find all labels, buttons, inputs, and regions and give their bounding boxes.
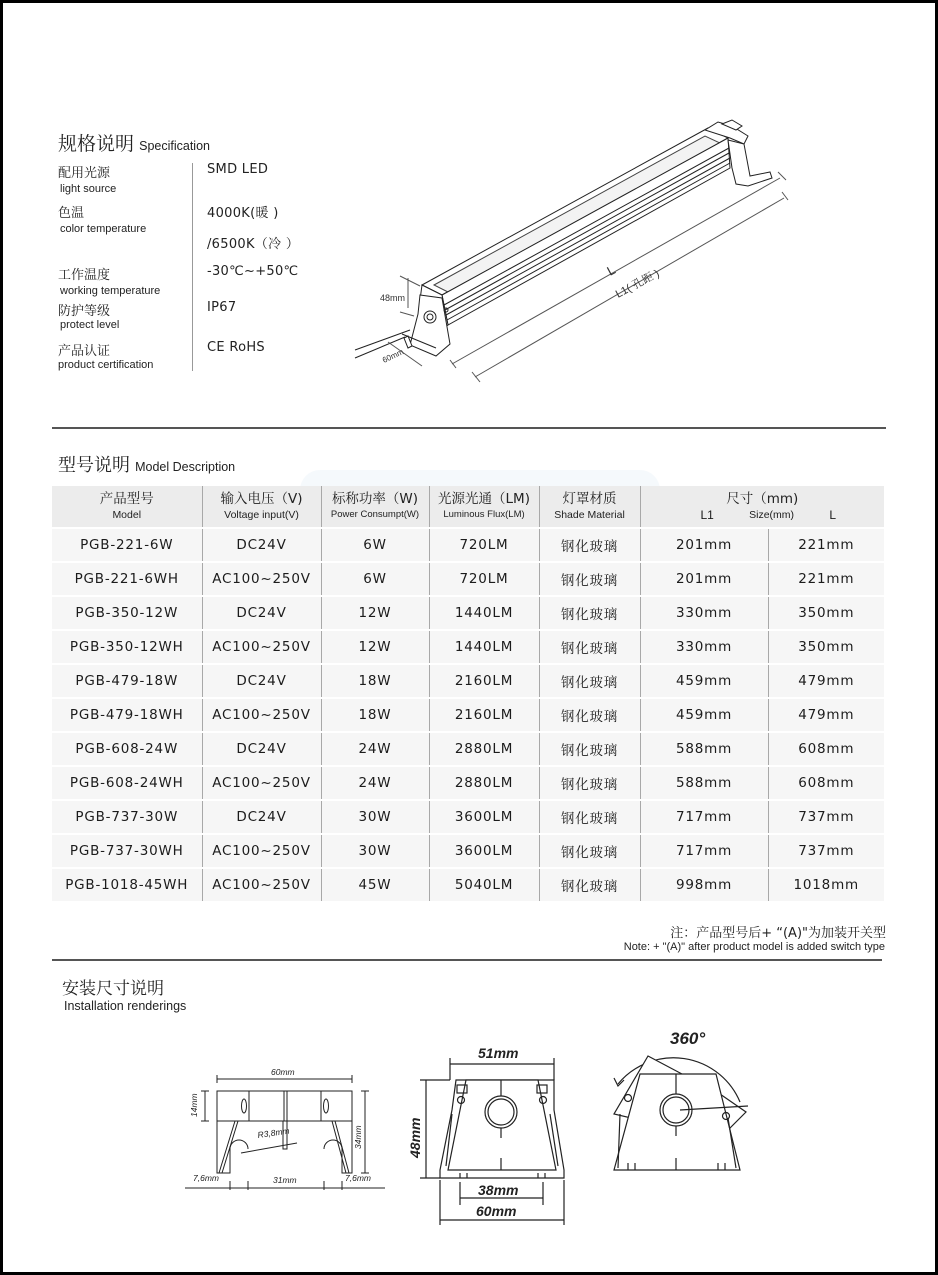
table-row: PGB-350-12WH AC100~250V 12W 1440LM 钢化玻璃 330mm 350mm: [52, 630, 884, 664]
drawing-height-label: 48mm: [380, 293, 406, 303]
install-title-en: Installation renderings: [64, 999, 187, 1013]
model-title-en: Model Description: [135, 460, 236, 474]
spec-label-cn-protect: 防护等级: [58, 304, 111, 319]
bracket-radius-label: R3,8mm: [256, 1125, 291, 1140]
bracket-rotation-drawing: [590, 1020, 770, 1190]
table-row: PGB-1018-45WH AC100~250V 45W 5040LM 钢化玻璃 998mm 1018mm: [52, 868, 884, 901]
bracket-top-width-label: 60mm: [271, 1067, 295, 1077]
bracket-total-height-label: 34mm: [353, 1125, 363, 1149]
spec-label-cn-color-temp: 色温: [58, 206, 85, 221]
bracket-left-margin-label: 7,6mm: [193, 1173, 219, 1183]
bracket-front-base-width-label: 60mm: [476, 1203, 517, 1219]
bracket-front-top-width-label: 51mm: [478, 1045, 519, 1061]
spec-label-en-cert: product certification: [58, 359, 154, 371]
bracket-top-height-label: 14mm: [189, 1093, 199, 1117]
spec-label-en-working-temp: working temperature: [60, 285, 161, 297]
drawing-width-label: 60mm: [381, 347, 405, 365]
section-divider-2: [52, 959, 882, 961]
model-heading: [58, 451, 235, 477]
install-title-cn: 安装尺寸说明: [62, 979, 164, 999]
model-table: [52, 486, 884, 901]
spec-value-protect: IP67: [207, 300, 237, 315]
table-row: PGB-737-30WH AC100~250V 30W 3600LM 钢化玻璃 717mm 737mm: [52, 834, 884, 868]
bracket-front-view-drawing: [400, 1030, 580, 1230]
note-en: Note: + "(A)" after product model is added switch type: [623, 941, 885, 953]
bracket-middle-label: 31mm: [273, 1175, 297, 1185]
spec-value-light-source: SMD LED: [207, 162, 269, 177]
header-size-en: Size(mm): [749, 509, 795, 521]
table-row: PGB-479-18W DC24V 18W 2160LM 钢化玻璃 459mm 479mm: [52, 664, 884, 698]
table-row: PGB-221-6WH AC100~250V 6W 720LM 钢化玻璃 201mm 221mm: [52, 562, 884, 596]
header-model: 产品型号 Model: [52, 486, 202, 528]
spec-label-cn-working-temp: 工作温度: [58, 268, 111, 283]
spec-divider: [192, 163, 193, 371]
spec-value-working-temp: -30℃~+50℃: [207, 264, 299, 279]
bracket-right-margin-label: 7,6mm: [345, 1173, 371, 1183]
spec-label-cn-cert: 产品认证: [58, 344, 111, 359]
spec-heading: [58, 129, 210, 156]
header-voltage: 输入电压（V) Voltage input(V): [202, 486, 321, 528]
spec-label-en-light-source: light source: [60, 183, 117, 195]
table-row: PGB-608-24WH AC100~250V 24W 2880LM 钢化玻璃 588mm 608mm: [52, 766, 884, 800]
table-row: PGB-608-24W DC24V 24W 2880LM 钢化玻璃 588mm 608mm: [52, 732, 884, 766]
header-size: 尺寸（mm) L1 Size(mm) L: [640, 486, 884, 528]
product-isometric-drawing: [350, 100, 810, 400]
spec-value-color-temp-cool: /6500K（冷 ）: [207, 237, 300, 252]
header-power: 标称功率（W) Power Consumpt(W): [321, 486, 429, 528]
note-cn: 注：产品型号后+ “(A)"为加装开关型: [670, 926, 886, 941]
table-row: PGB-350-12W DC24V 12W 1440LM 钢化玻璃 330mm 350mm: [52, 596, 884, 630]
header-flux: 光源光通（LM) Luminous Flux(LM): [429, 486, 539, 528]
table-row: PGB-737-30W DC24V 30W 3600LM 钢化玻璃 717mm 737mm: [52, 800, 884, 834]
spec-title-en: Specification: [139, 139, 210, 153]
drawing-length-label: L: [604, 262, 618, 279]
header-material: 灯罩材质 Shade Material: [539, 486, 640, 528]
table-row: PGB-479-18WH AC100~250V 18W 2160LM 钢化玻璃 459mm 479mm: [52, 698, 884, 732]
bracket-top-view-drawing: [185, 1065, 385, 1190]
table-header-row: [52, 486, 884, 528]
spec-value-color-temp-warm: 4000K(暖 ): [207, 206, 279, 221]
spec-label-en-color-temp: color temperature: [60, 223, 147, 235]
spec-value-cert: CE RoHS: [207, 340, 265, 355]
bracket-front-height-label: 48mm: [407, 1117, 423, 1158]
table-row: PGB-221-6W DC24V 6W 720LM 钢化玻璃 201mm 221mm: [52, 528, 884, 562]
spec-label-cn-light-source: 配用光源: [58, 166, 111, 181]
bracket-front-inner-width-label: 38mm: [478, 1182, 519, 1198]
header-size-l1: L1: [700, 508, 714, 522]
drawing-hole-distance-label: L1( 孔距 ): [613, 267, 662, 301]
spec-label-en-protect: protect level: [60, 319, 120, 331]
header-size-l: L: [829, 508, 836, 522]
model-title-cn: 型号说明: [58, 455, 130, 476]
rotation-angle-label: 360°: [670, 1029, 706, 1048]
spec-title-cn: 规格说明: [58, 133, 135, 155]
section-divider-1: [52, 427, 886, 429]
